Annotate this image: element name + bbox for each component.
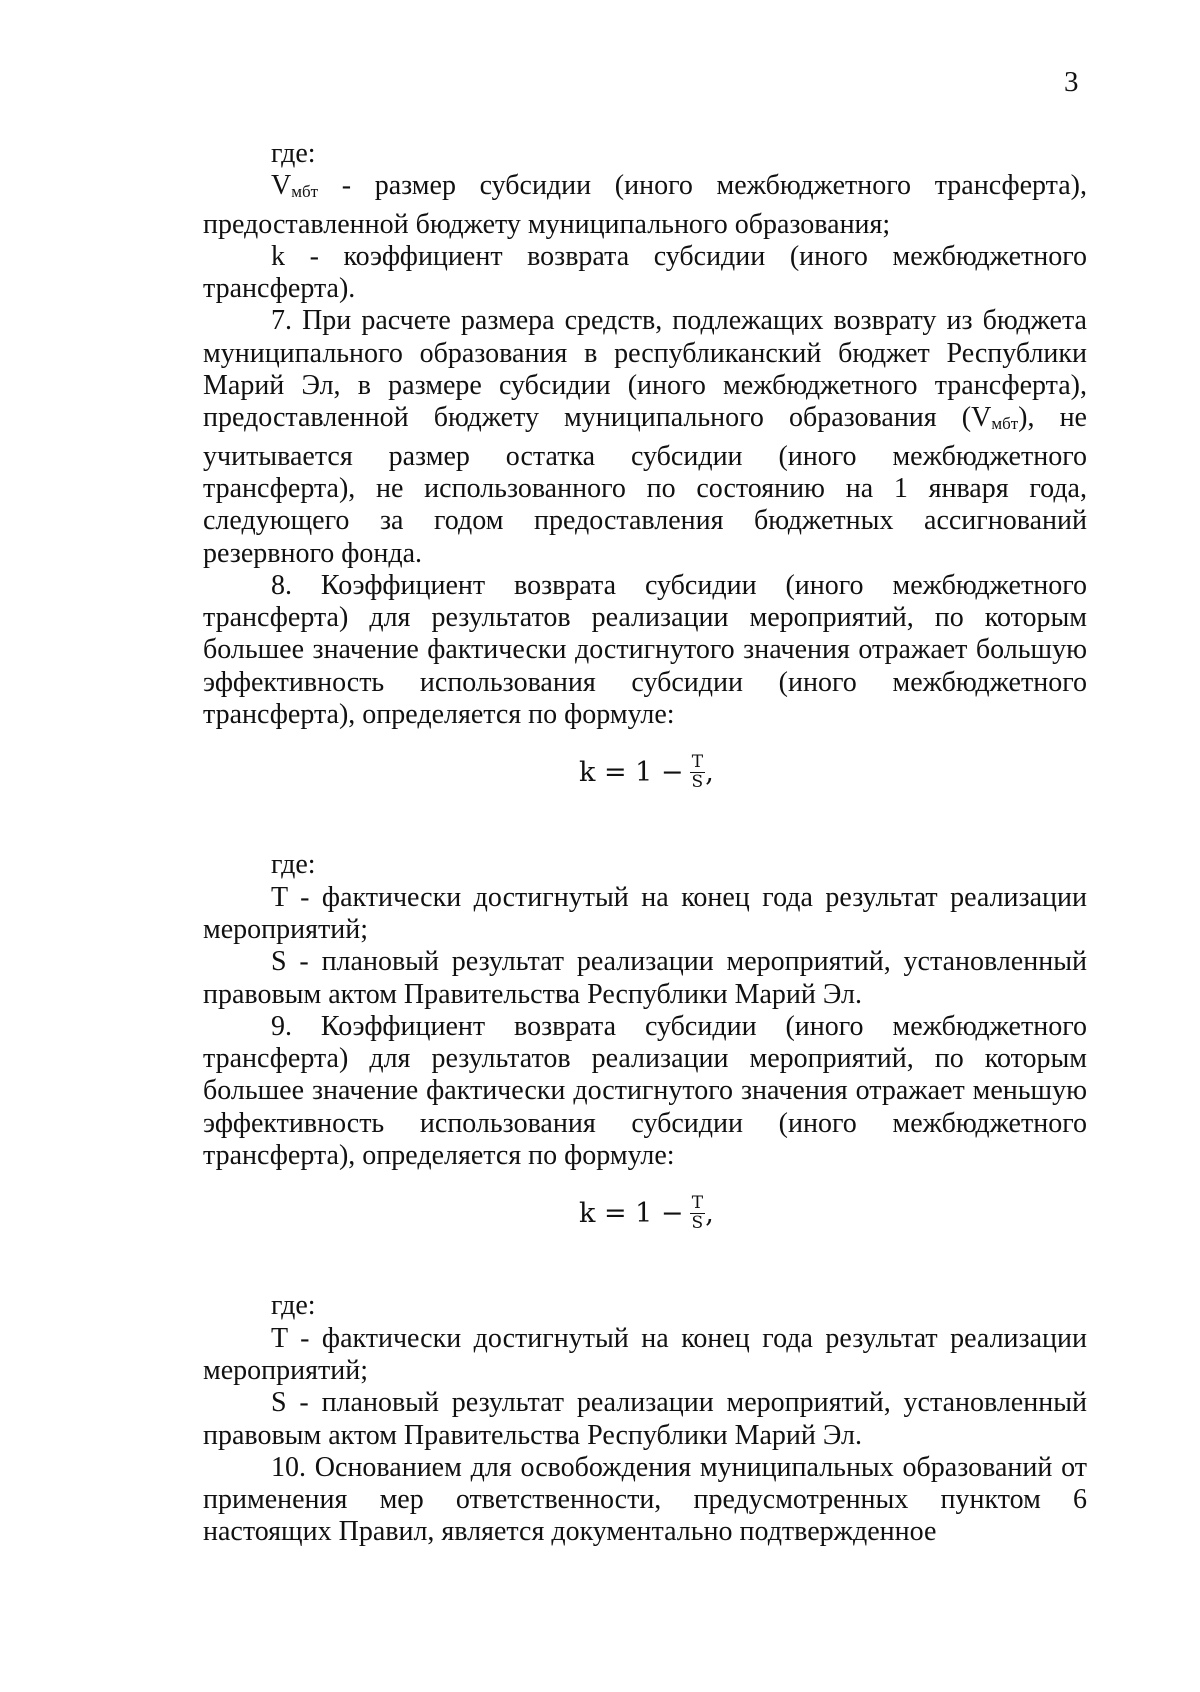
s-definition-2: S - плановый результат реализации мероприятий, установленный правовым актом Правительства Республики Марий Эл. [203, 1387, 1087, 1451]
vmbt-definition-text: - размер субсидии (иного межбюджетного трансферта), предоставленной бюджету муниципального образования; [203, 170, 1087, 240]
formula-1-left: k = 1 − [579, 756, 684, 788]
formula-2 [203, 1172, 1087, 1290]
formula-2-left: k = 1 − [579, 1197, 684, 1229]
t-definition-1: T - фактически достигнутый на конец года результат реализации мероприятий; [203, 881, 1087, 945]
formula-1-numerator: T [691, 752, 704, 773]
formula-2-denominator: S [691, 1213, 704, 1234]
paragraph-8: 8. Коэффициент возврата субсидии (иного межбюджетного трансферта) для результатов реализации мероприятий, по которым большее значение фактически достигнутого значения отражает большую эффективность использования субсидии (иного межбюджетного трансферта), определяется по формуле: [203, 569, 1087, 731]
where-label: где: [271, 138, 316, 169]
where-label-3: где: [271, 1290, 316, 1322]
formula-2-comma: , [705, 1197, 714, 1229]
formula-1-fraction [690, 753, 706, 792]
vmbt-definition [203, 170, 1087, 241]
page-number: 3 [1064, 66, 1079, 98]
paragraph-7-subscript: мбт [991, 414, 1019, 434]
paragraph-7-text-a: 7. При расчете размера средств, подлежащих возврату из бюджета муниципального образования в республиканский бюджет Республики Марий Эл, в размере субсидии (иного межбюджетного трансферта), предоставленной бюджету муниципального образования (V [203, 305, 1087, 434]
formula-1-comma: , [705, 756, 714, 788]
formula-2-expression [579, 1194, 714, 1233]
formula-2-fraction [690, 1194, 706, 1233]
formula-1-expression [579, 753, 714, 792]
paragraph-7 [203, 305, 1087, 569]
t-definition-2: T - фактически достигнутый на конец года результат реализации мероприятий; [203, 1322, 1087, 1386]
paragraph-7-text-b: ), не учитывается размер остатка субсидии (иного межбюджетного трансферта), не использованного по состоянию на 1 января года, следующего за годом предоставления бюджетных ассигнований резервного фонда. [203, 402, 1087, 569]
vmbt-symbol: V [271, 170, 292, 202]
formula-2-numerator: T [691, 1193, 704, 1214]
formula-1 [203, 731, 1087, 849]
document-body [203, 138, 1087, 1549]
where-label-2: где: [271, 849, 316, 881]
paragraph-9: 9. Коэффициент возврата субсидии (иного межбюджетного трансферта) для результатов реализации мероприятий, по которым большее значение фактически достигнутого значения отражает меньшую эффективность использования субсидии (иного межбюджетного трансферта), определяется по формуле: [203, 1010, 1087, 1172]
paragraph-10: 10. Основанием для освобождения муниципальных образований от применения мер ответственности, предусмотренных пунктом 6 настоящих Правил, является документально подтвержденное [203, 1451, 1087, 1548]
formula-1-denominator: S [691, 772, 704, 793]
s-definition-1: S - плановый результат реализации мероприятий, установленный правовым актом Правительства Республики Марий Эл. [203, 946, 1087, 1010]
k-definition: k - коэффициент возврата субсидии (иного межбюджетного трансферта). [203, 240, 1087, 305]
vmbt-subscript: мбт [291, 182, 319, 202]
